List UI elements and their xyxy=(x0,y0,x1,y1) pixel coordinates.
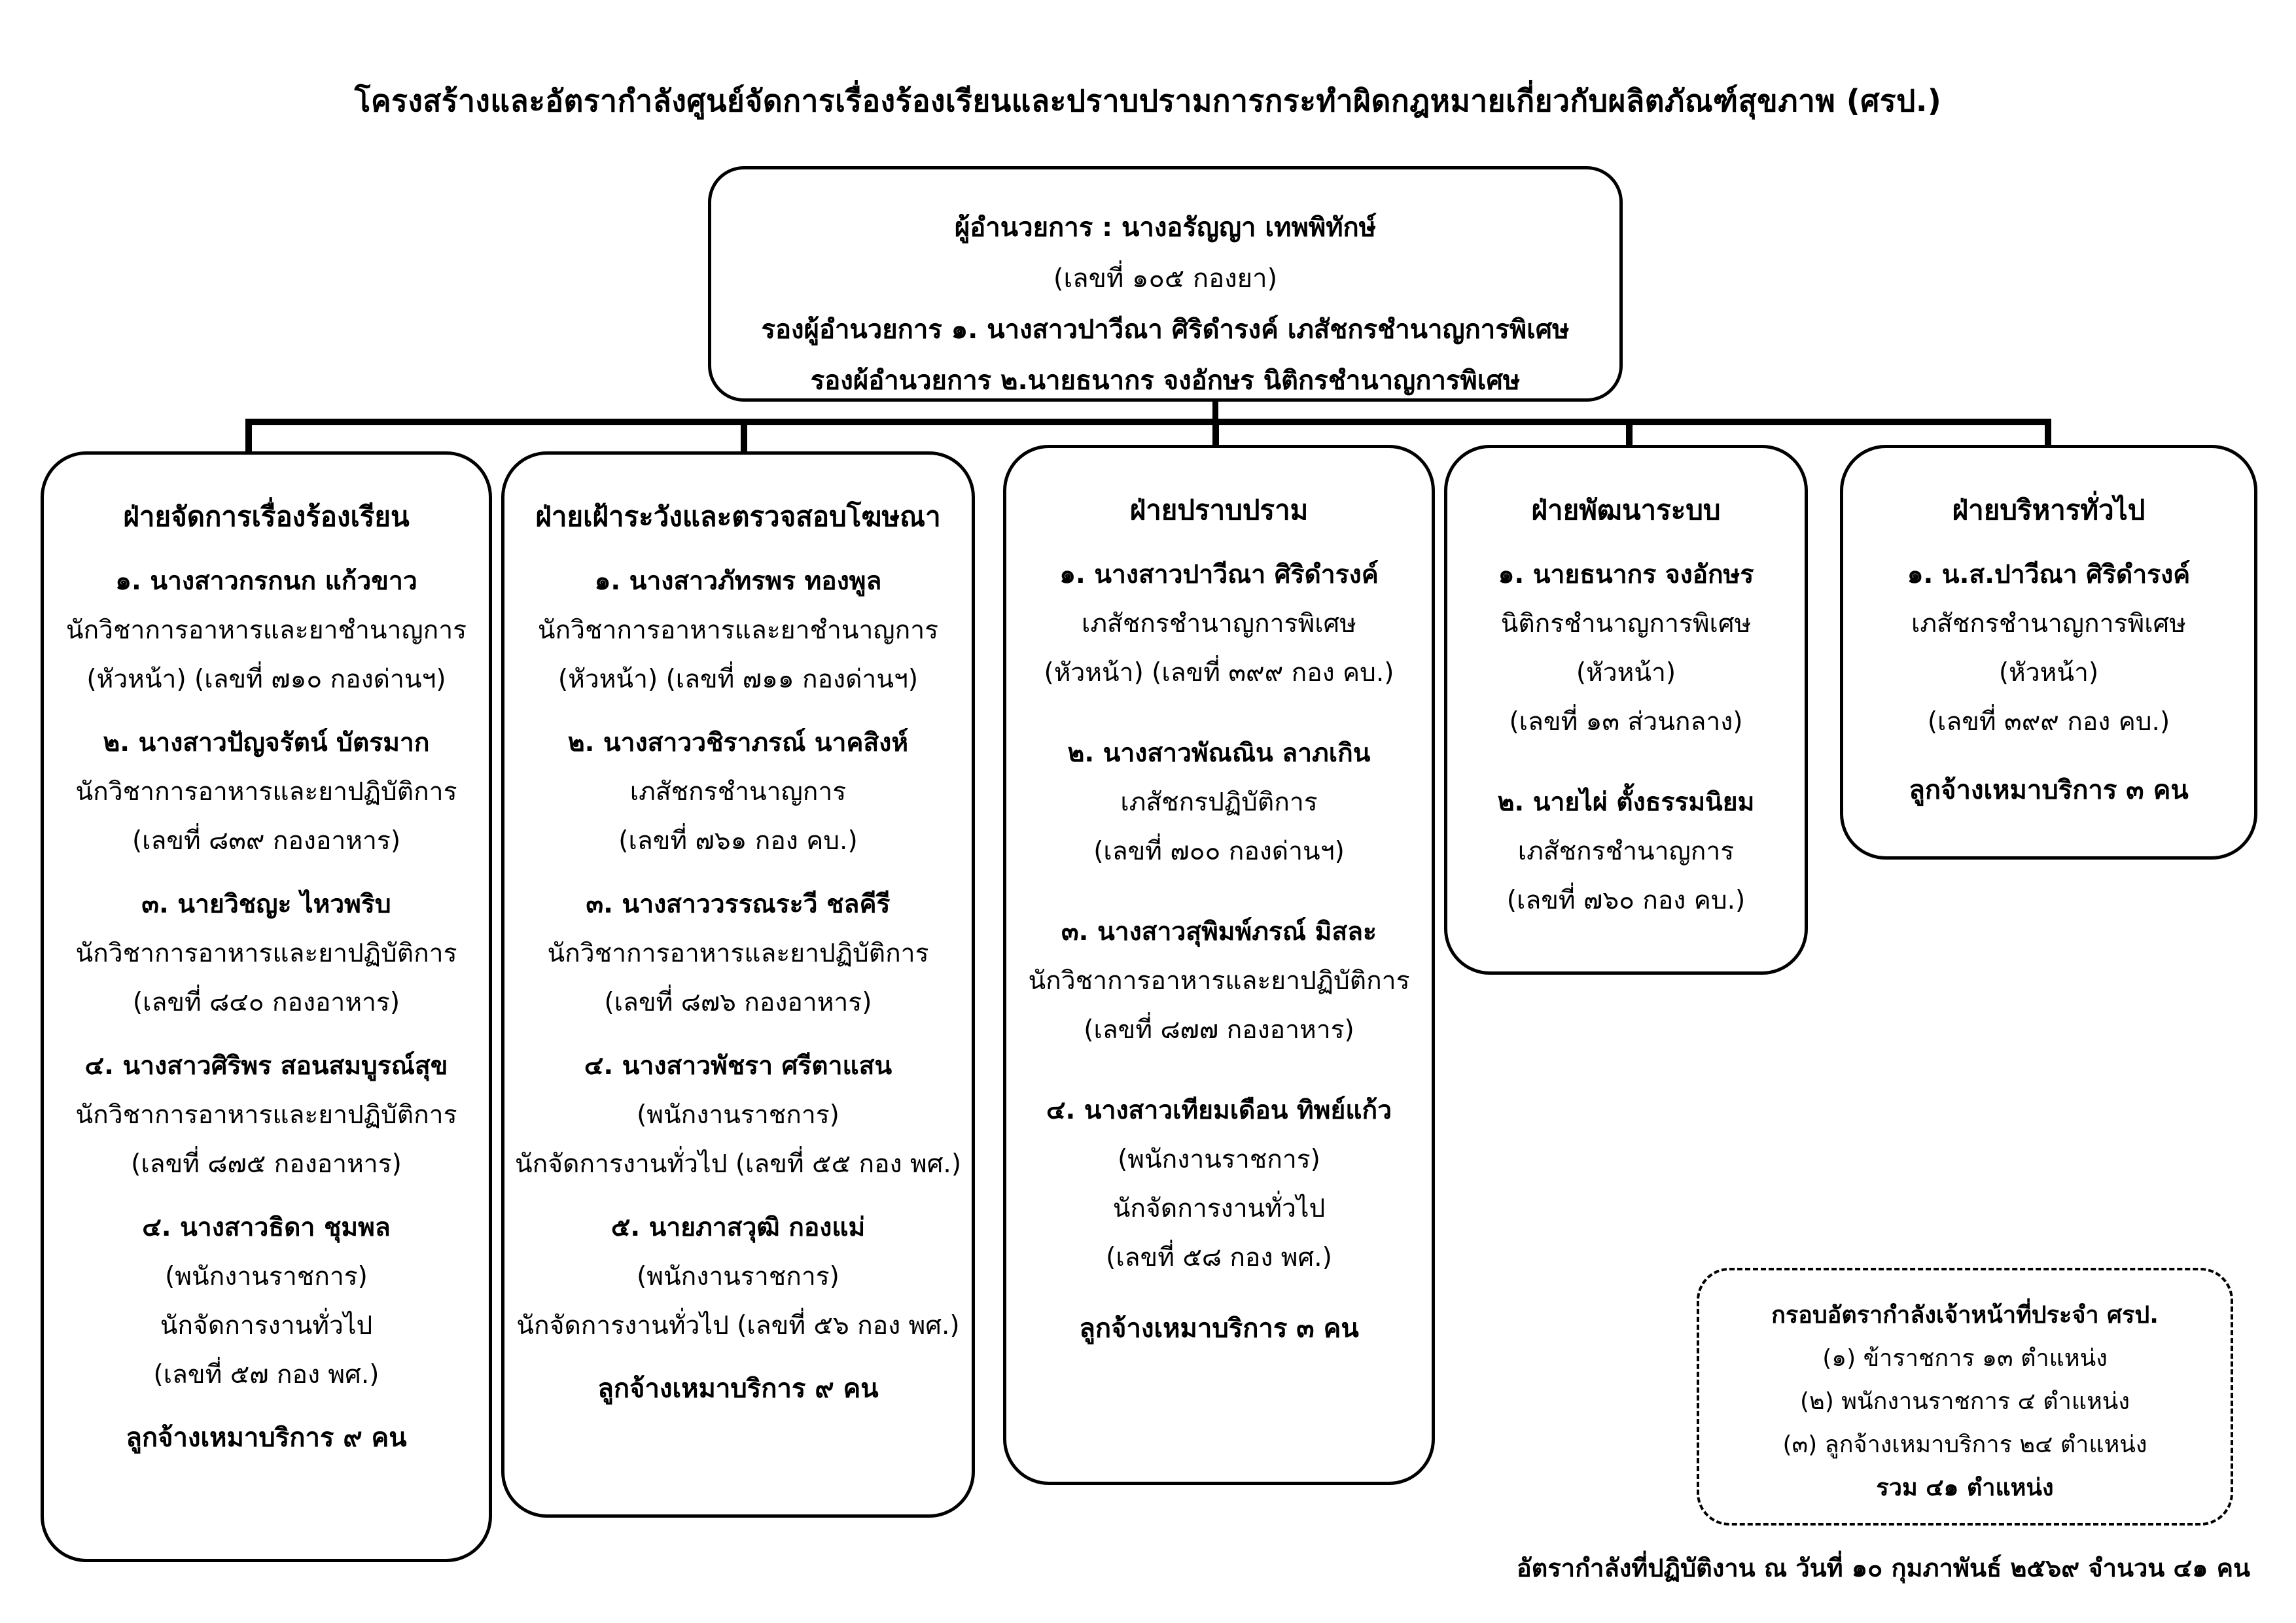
member-card xyxy=(504,1203,972,1350)
member-position: นักวิชาการอาหารและยาปฏิบัติการ xyxy=(547,939,929,968)
division-system-development xyxy=(1444,445,1808,975)
division-title: ฝ่ายเฝ้าระวังและตรวจสอบโฆษณา xyxy=(535,500,941,532)
member-card xyxy=(1006,1086,1432,1282)
member-detail-2: (เลขที่ ๕๗ กอง พศ.) xyxy=(153,1360,380,1389)
member-detail-2: (เลขที่ ๓๙๙ กอง คบ.) xyxy=(1927,707,2170,737)
director-box xyxy=(708,166,1623,402)
member-position: นักวิชาการอาหารและยาปฏิบัติการ xyxy=(75,939,457,968)
director-office: (เลขที่ ๑๐๕ กองยา) xyxy=(1053,264,1278,294)
member-card xyxy=(504,718,972,865)
member-card xyxy=(1447,778,1805,925)
member-card xyxy=(1006,729,1432,876)
member-card xyxy=(1843,550,2254,746)
member-detail: (เลขที่ ๘๗๗ กองอาหาร) xyxy=(1084,1015,1354,1045)
staffing-quota-box xyxy=(1697,1268,2233,1526)
member-name: ๓. นางสาวสุพิมพ์ภรณ์ มิสละ xyxy=(1061,917,1377,947)
member-card xyxy=(1447,550,1805,746)
member-name: ๓. นายวิชญะ ไหวพริบ xyxy=(141,890,391,919)
member-detail: (เลขที่ ๗๖๐ กอง คบ.) xyxy=(1506,886,1746,915)
member-name: ๑. น.ส.ปาวีณา ศิริดำรงค์ xyxy=(1907,560,2191,589)
member-card xyxy=(1006,907,1432,1055)
member-detail: (เลขที่ ๗๖๑ กอง คบ.) xyxy=(618,826,858,856)
member-name: ๑. นางสาวภัทรพร ทองพูล xyxy=(594,567,882,596)
connector-horizontal xyxy=(245,419,2051,425)
member-name: ๒. นายไผ่ ตั้งธรรมนิยม xyxy=(1497,788,1755,817)
member-detail: (เลขที่ ๘๓๙ กองอาหาร) xyxy=(132,826,401,856)
contract-staff: ลูกจ้างเหมาบริการ ๓ คน xyxy=(1909,775,2189,805)
member-name: ๔. นางสาวศิริพร สอนสมบูรณ์สุข xyxy=(84,1051,448,1081)
member-position: (พนักงานราชการ) xyxy=(637,1100,839,1130)
member-detail: นักจัดการงานทั่วไป (เลขที่ ๕๕ กอง พศ.) xyxy=(514,1149,962,1179)
member-detail-2: (เลขที่ ๕๘ กอง พศ.) xyxy=(1106,1243,1332,1272)
division-complaints xyxy=(41,451,492,1562)
member-detail: (หัวหน้า) xyxy=(1576,658,1676,688)
member-position: (พนักงานราชการ) xyxy=(165,1262,368,1291)
footer-note: อัตรากำลังที่ปฏิบัติงาน ณ วันที่ ๑๐ กุมภาพันธ์ ๒๕๖๙ จำนวน ๔๑ คน xyxy=(1516,1554,2250,1582)
member-detail: นักจัดการงานทั่วไป xyxy=(1112,1194,1326,1223)
member-name: ๒. นางสาวปัญจรัตน์ บัตรมาก xyxy=(103,728,430,758)
division-general-admin xyxy=(1840,445,2257,860)
connector-drop-5 xyxy=(2045,419,2051,445)
member-position: นักวิชาการอาหารและยาปฏิบัติการ xyxy=(75,1100,457,1130)
member-position: (พนักงานราชการ) xyxy=(637,1262,839,1291)
deputy-director-1: รองผู้อำนวยการ ๑. นางสาวปาวีณา ศิริดำรงค์ เภสัชกรชำนาญการพิเศษ xyxy=(761,315,1570,345)
member-name: ๔. นางสาวพัชรา ศรีตาแสน xyxy=(584,1051,892,1081)
member-position: นักวิชาการอาหารและยาชำนาญการ xyxy=(537,616,939,645)
member-card xyxy=(1006,550,1432,697)
member-detail: (หัวหน้า) (เลขที่ ๓๙๙ กอง คบ.) xyxy=(1044,658,1394,688)
contract-staff: ลูกจ้างเหมาบริการ ๙ คน xyxy=(126,1423,407,1453)
member-detail: (เลขที่ ๘๔๐ กองอาหาร) xyxy=(132,988,400,1017)
member-position: เภสัชกรชำนาญการ xyxy=(629,777,847,807)
connector-drop-4 xyxy=(1626,419,1633,445)
member-name: ๒. นางสาวพัณณิน ลาภเกิน xyxy=(1067,739,1371,768)
member-card xyxy=(44,1203,489,1399)
member-name: ๒. นางสาววชิราภรณ์ นาคสิงห์ xyxy=(567,728,909,758)
connector-drop-3 xyxy=(1212,419,1219,445)
member-position: (พนักงานราชการ) xyxy=(1118,1145,1320,1174)
member-name: ๑. นางสาวปาวีณา ศิริดำรงค์ xyxy=(1059,560,1379,589)
member-detail: (หัวหน้า) (เลขที่ ๗๑๑ กองด่านฯ) xyxy=(557,665,919,694)
member-position: นักวิชาการอาหารและยาชำนาญการ xyxy=(65,616,467,645)
member-position: เภสัชกรชำนาญการพิเศษ xyxy=(1911,609,2186,638)
director-name: ผู้อำนวยการ : นางอรัญญา เทพพิทักษ์ xyxy=(954,213,1377,243)
member-card xyxy=(504,1041,972,1189)
member-card xyxy=(44,1041,489,1189)
division-suppression xyxy=(1003,445,1435,1485)
contract-staff: ลูกจ้างเหมาบริการ ๙ คน xyxy=(597,1374,879,1404)
member-position: เภสัชกรชำนาญการ xyxy=(1517,837,1735,866)
member-detail: (หัวหน้า) xyxy=(1998,658,2099,688)
quota-item-government-employees: (๒) พนักงานราชการ ๔ ตำแหน่ง xyxy=(1800,1388,2130,1415)
quota-total: รวม ๔๑ ตำแหน่ง xyxy=(1876,1475,2054,1501)
member-card xyxy=(504,880,972,1027)
member-card xyxy=(44,718,489,865)
connector-drop-1 xyxy=(245,419,252,453)
deputy-director-2: รองผ้อำนวยการ ๒.นายธนากร จงอักษร นิติกรชำนาญการพิเศษ xyxy=(810,366,1521,396)
division-title: ฝ่ายบริหารทั่วไป xyxy=(1952,494,2146,526)
member-detail: นักจัดการงานทั่วไป xyxy=(160,1311,373,1340)
member-card xyxy=(44,880,489,1027)
member-card xyxy=(44,557,489,704)
member-name: ๔. นางสาวธิดา ชุมพล xyxy=(142,1213,391,1242)
member-card xyxy=(504,557,972,704)
member-position: นักวิชาการอาหารและยาปฏิบัติการ xyxy=(1028,966,1410,996)
member-name: ๕. นายภาสวุฒิ กองแม่ xyxy=(610,1213,866,1242)
member-detail: (หัวหน้า) (เลขที่ ๗๑๐ กองด่านฯ) xyxy=(86,665,446,694)
member-detail-2: (เลขที่ ๑๓ ส่วนกลาง) xyxy=(1509,707,1743,737)
division-monitoring xyxy=(501,451,975,1518)
member-position: นิติกรชำนาญการพิเศษ xyxy=(1500,609,1752,638)
member-detail: (เลขที่ ๘๗๖ กองอาหาร) xyxy=(604,988,872,1017)
quota-title: กรอบอัตรากำลังเจ้าหน้าที่ประจำ ศรป. xyxy=(1771,1302,2159,1329)
division-title: ฝ่ายจัดการเรื่องร้องเรียน xyxy=(123,500,410,532)
division-title: ฝ่ายพัฒนาระบบ xyxy=(1531,494,1721,526)
member-position: เภสัชกรปฏิบัติการ xyxy=(1120,788,1318,817)
chart-title: โครงสร้างและอัตรากำลังศูนย์จัดการเรื่องร้องเรียนและปราบปรามการกระทำผิดกฎหมายเกี่ยวกับผลิตภัณฑ์สุขภาพ (ศรป.) xyxy=(354,83,1942,118)
member-position: เภสัชกรชำนาญการพิเศษ xyxy=(1082,609,1356,638)
member-detail: นักจัดการงานทั่วไป (เลขที่ ๕๖ กอง พศ.) xyxy=(516,1311,960,1340)
connector-drop-2 xyxy=(741,419,747,453)
division-title: ฝ่ายปราบปราม xyxy=(1129,494,1309,526)
contract-staff: ลูกจ้างเหมาบริการ ๓ คน xyxy=(1079,1314,1359,1344)
member-detail: (เลขที่ ๘๗๕ กองอาหาร) xyxy=(131,1149,402,1179)
quota-item-contract-staff: (๓) ลูกจ้างเหมาบริการ ๒๔ ตำแหน่ง xyxy=(1782,1431,2147,1458)
member-name: ๑. นายธนากร จงอักษร xyxy=(1498,560,1754,589)
member-name: ๑. นางสาวกรกนก แก้วขาว xyxy=(115,567,417,596)
member-name: ๓. นางสาววรรณระวี ชลคีรี xyxy=(586,890,891,919)
member-name: ๔. นางสาวเทียมเดือน ทิพย์แก้ว xyxy=(1046,1096,1392,1125)
member-detail: (เลขที่ ๗๐๐ กองด่านฯ) xyxy=(1093,837,1345,866)
quota-item-civil-servants: (๑) ข้าราชการ ๑๓ ตำแหน่ง xyxy=(1822,1345,2108,1372)
member-position: นักวิชาการอาหารและยาปฏิบัติการ xyxy=(75,777,457,807)
